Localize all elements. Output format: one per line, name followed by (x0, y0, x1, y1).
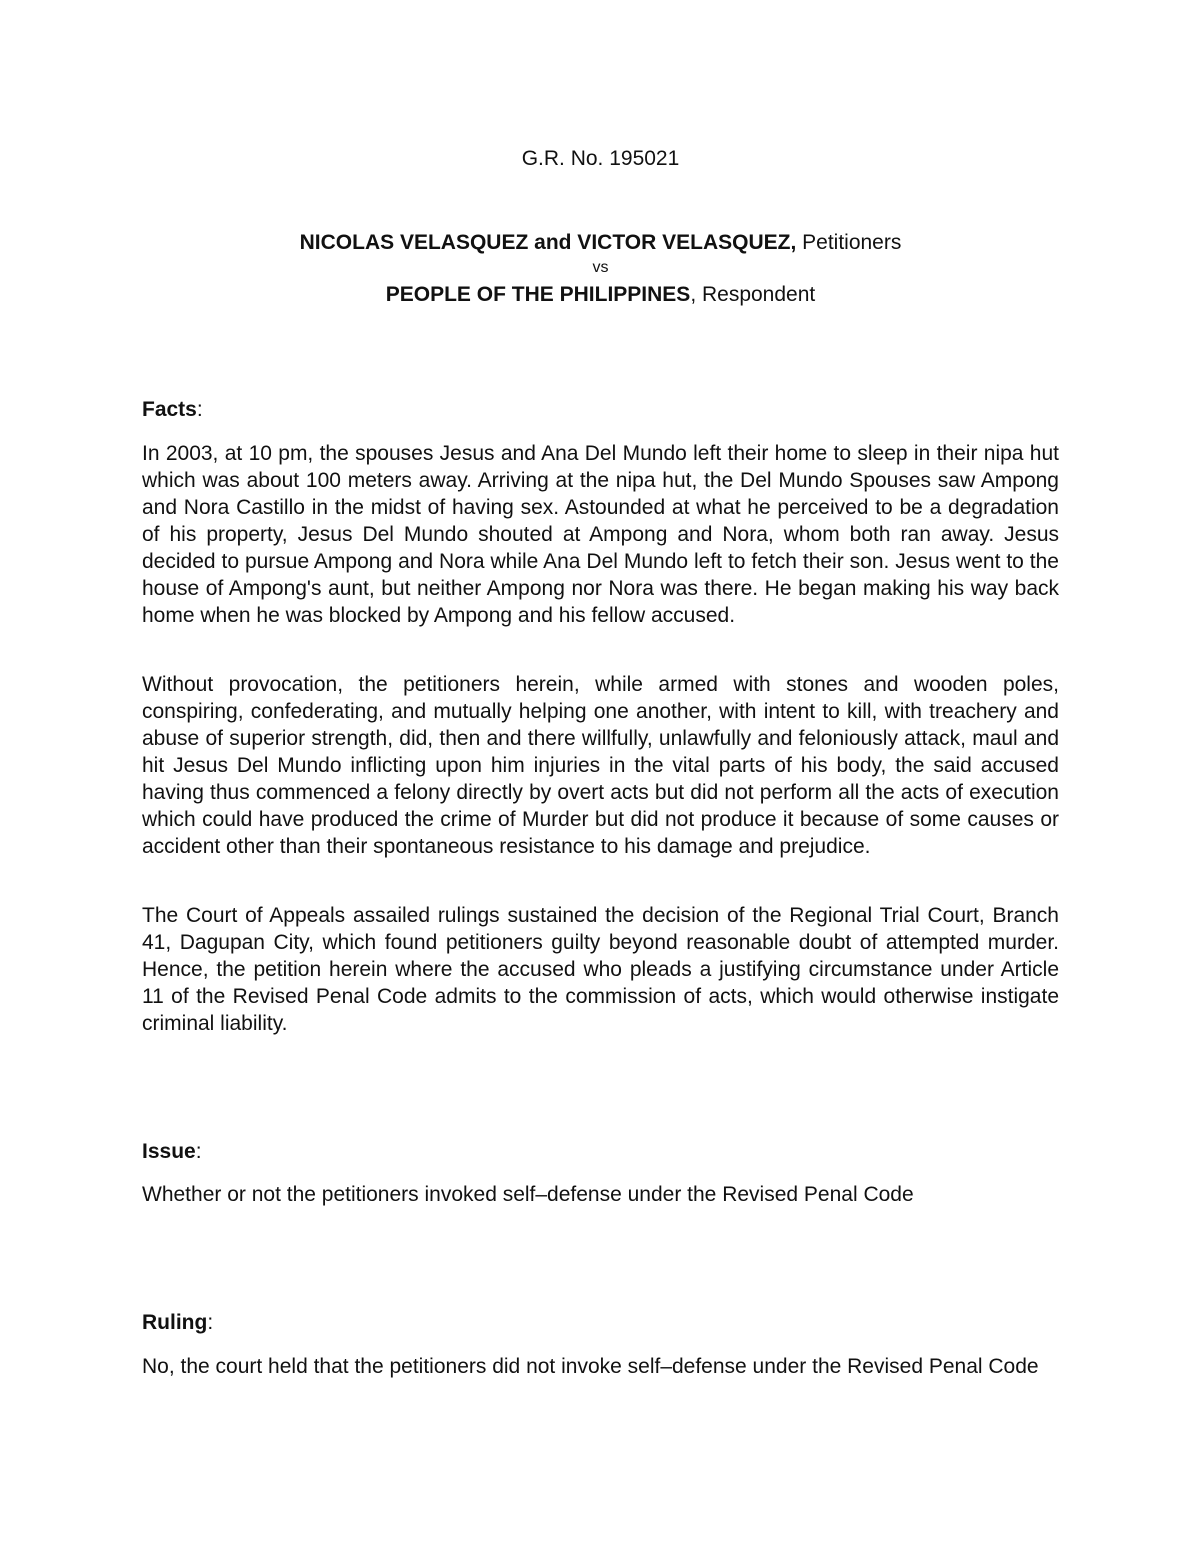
issue-heading (142, 1138, 202, 1166)
facts-paragraph-2: Without provocation, the petitioners herein, while armed with stones and wooden poles, conspiring, confederating, and mutually helping one another, with intent to kill, with treachery and abuse of superior strength, did, then and there willfully, unlawfully and feloniously attack, maul and hit Jesus Del Mundo inflicting upon him injuries in the vital parts of his body, the said accused having thus commenced a felony directly by overt acts but did not perform all the acts of execution which could have produced the crime of Murder but did not produce it because of some causes or accident other than their spontaneous resistance to his damage and prejudice. (142, 673, 1059, 858)
petitioners-role: Petitioners (796, 231, 902, 254)
facts-heading-text: Facts (142, 398, 197, 421)
respondent-role: , Respondent (690, 283, 816, 306)
facts-paragraph-3: The Court of Appeals assailed rulings sustained the decision of the Regional Trial Court, Branch 41, Dagupan City, which found petitioners guilty beyond reasonable doubt of attempted murder. Hence, the petition herein where the accused who pleads a justifying circumstance under Article 11 of the Revised Penal Code admits to the commission of acts, which would otherwise instigate criminal liability. (142, 904, 1059, 1035)
respondent-name: PEOPLE OF THE PHILIPPINES (385, 283, 691, 306)
issue-heading-text: Issue (142, 1140, 196, 1163)
case-number: G.R. No. 195021 (521, 147, 680, 170)
facts-heading (142, 396, 203, 424)
respondent-line (142, 281, 1059, 309)
case-parties (142, 229, 1059, 309)
ruling-heading (142, 1309, 213, 1337)
issue-heading-colon: : (195, 1140, 202, 1163)
versus-label: vs (592, 259, 609, 276)
issue-text: Whether or not the petitioners invoked self–defense under the Revised Penal Code (142, 1183, 914, 1206)
ruling-text: No, the court held that the petitioners did not invoke self–defense under the Revised Penal Code (142, 1355, 1039, 1378)
petitioners-names: NICOLAS VELASQUEZ and VICTOR VELASQUEZ, (299, 231, 797, 254)
petitioners-line (142, 229, 1059, 257)
facts-heading-colon: : (196, 398, 203, 421)
facts-paragraph-1: In 2003, at 10 pm, the spouses Jesus and Ana Del Mundo left their home to sleep in their nipa hut which was about 100 meters away. Arriving at the nipa hut, the Del Mundo Spouses saw Ampong and Nora Castillo in the midst of having sex. Astounded at what he perceived to be a degradation of his property, Jesus Del Mundo shouted at Ampong and Nora, whom both ran away. Jesus decided to pursue Ampong and Nora while Ana Del Mundo left to fetch their son. Jesus went to the house of Ampong's aunt, but neither Ampong nor Nora was there. He began making his way back home when he was blocked by Ampong and his fellow accused. (142, 442, 1059, 627)
ruling-heading-text: Ruling (142, 1311, 208, 1334)
ruling-heading-colon: : (207, 1311, 214, 1334)
